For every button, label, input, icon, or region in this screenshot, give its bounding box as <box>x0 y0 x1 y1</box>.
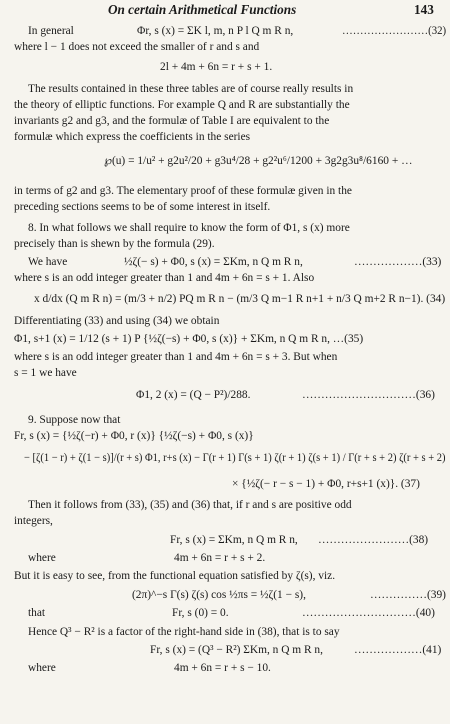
text-line-l31c: …………………………(40) <box>302 607 435 619</box>
text-line-l26: integers, <box>14 515 53 527</box>
text-line-l27: Fr, s (x) = ΣKm, n Q m R n, <box>170 534 298 546</box>
text-line-l20c: …………………………(36) <box>302 389 435 401</box>
text-line-l15: x d/dx (Q m R n) = (m/3 + n/2) PQ m R n − (m/3 Q m−1 R n+1 + n/3 Q m+2 R n−1). (34) <box>34 293 446 305</box>
text-line-l13b: ½ζ(− s) + Φ0, s (x) = ΣKm, n Q m R n, <box>124 256 303 268</box>
text-line-l10: preceding sections seems to be of some interest in itself. <box>14 201 271 213</box>
text-line-l33: Fr, s (x) = (Q³ − R²) ΣKm, n Q m R n, <box>150 644 323 656</box>
text-line-l8: ℘(u) = 1/u² + g2u²/20 + g3u⁴/28 + g2²u⁶/1200 + 3g2g3u⁸/6160 + … <box>104 155 413 167</box>
text-line-l3: 2l + 4m + 6n = r + s + 1. <box>160 61 273 73</box>
page-number: 143 <box>414 2 434 17</box>
text-line-l22: Fr, s (x) = {½ζ(−r) + Φ0, r (x)} {½ζ(−s) + Φ0, s (x)} <box>14 430 254 442</box>
text-line-l11: 8. In what follows we shall require to know the form of Φ1, s (x) more <box>28 222 350 234</box>
text-line-l34b: 4m + 6n = r + s − 10. <box>174 662 271 674</box>
text-line-l1: In general <box>28 25 74 37</box>
text-line-l18: where s is an odd integer greater than 1 and 4m + 6n = s + 3. But when <box>14 351 338 363</box>
text-line-l2: where l − 1 does not exceed the smaller of r and s and <box>14 41 260 53</box>
text-line-l27c: ……………………(38) <box>318 534 429 546</box>
text-line-l1c: ……………………(32) <box>342 25 447 37</box>
text-line-l5: the theory of elliptic functions. For example Q and R are substantially the <box>14 99 350 111</box>
running-header-title: On certain Arithmetical Functions <box>108 2 297 17</box>
text-line-l28: where <box>28 552 56 564</box>
text-line-l9: in terms of g2 and g3. The elementary proof of these formulæ given in the <box>14 185 352 197</box>
text-line-l30c: ……………(39) <box>370 589 446 601</box>
text-line-l16: Differentiating (33) and using (34) we obtain <box>14 315 220 327</box>
text-line-l32: Hence Q³ − R² is a factor of the right-hand side in (38), that is to say <box>28 626 340 638</box>
text-line-l20: Φ1, 2 (x) = (Q − P²)/288. <box>136 389 251 401</box>
text-line-l34: where <box>28 662 56 674</box>
text-line-l6: invariants g2 and g3, and the formulæ of Table I are equivalent to the <box>14 115 330 127</box>
text-line-l29: But it is easy to see, from the functional equation satisfied by ζ(s), viz. <box>14 570 336 582</box>
text-line-l21: 9. Suppose now that <box>28 414 121 426</box>
text-line-l23: − [ζ(1 − r) + ζ(1 − s)]/(r + s) Φ1, r+s (x) − Γ(r + 1) Γ(s + 1) ζ(r + 1) ζ(s + 1) / Γ(r + s + 2) ζ(r + s + 2) <box>24 452 446 464</box>
text-line-l12: precisely than is shewn by the formula (29). <box>14 238 215 250</box>
text-line-l28b: 4m + 6n = r + s + 2. <box>174 552 266 564</box>
text-line-l25: Then it follows from (33), (35) and (36) that, if r and s are positive odd <box>28 499 352 511</box>
text-line-l30: (2π)^−s Γ(s) ζ(s) cos ½πs = ½ζ(1 − s), <box>132 589 306 601</box>
text-line-l24: × {½ζ(− r − s − 1) + Φ0, r+s+1 (x)}. (37) <box>232 478 420 490</box>
text-line-l33c: ………………(41) <box>354 644 442 656</box>
text-line-l17: Φ1, s+1 (x) = 1/12 (s + 1) P {½ζ(−s) + Φ0, s (x)} + ΣKm, n Q m R n, …(35) <box>14 333 364 345</box>
text-line-l13: We have <box>28 256 68 268</box>
text-line-l31b: Fr, s (0) = 0. <box>172 607 229 619</box>
text-line-l7: formulæ which express the coefficients in the series <box>14 131 251 143</box>
text-line-l4: The results contained in these three tables are of course really results in <box>28 83 354 95</box>
text-line-l13c: ………………(33) <box>354 256 442 268</box>
text-line-l1b: Φr, s (x) = ΣK l, m, n P l Q m R n, <box>137 25 294 37</box>
text-line-l31: that <box>28 607 46 619</box>
text-line-l14: where s is an odd integer greater than 1 and 4m + 6n = s + 1. Also <box>14 272 315 284</box>
text-line-l19: s = 1 we have <box>14 367 77 379</box>
